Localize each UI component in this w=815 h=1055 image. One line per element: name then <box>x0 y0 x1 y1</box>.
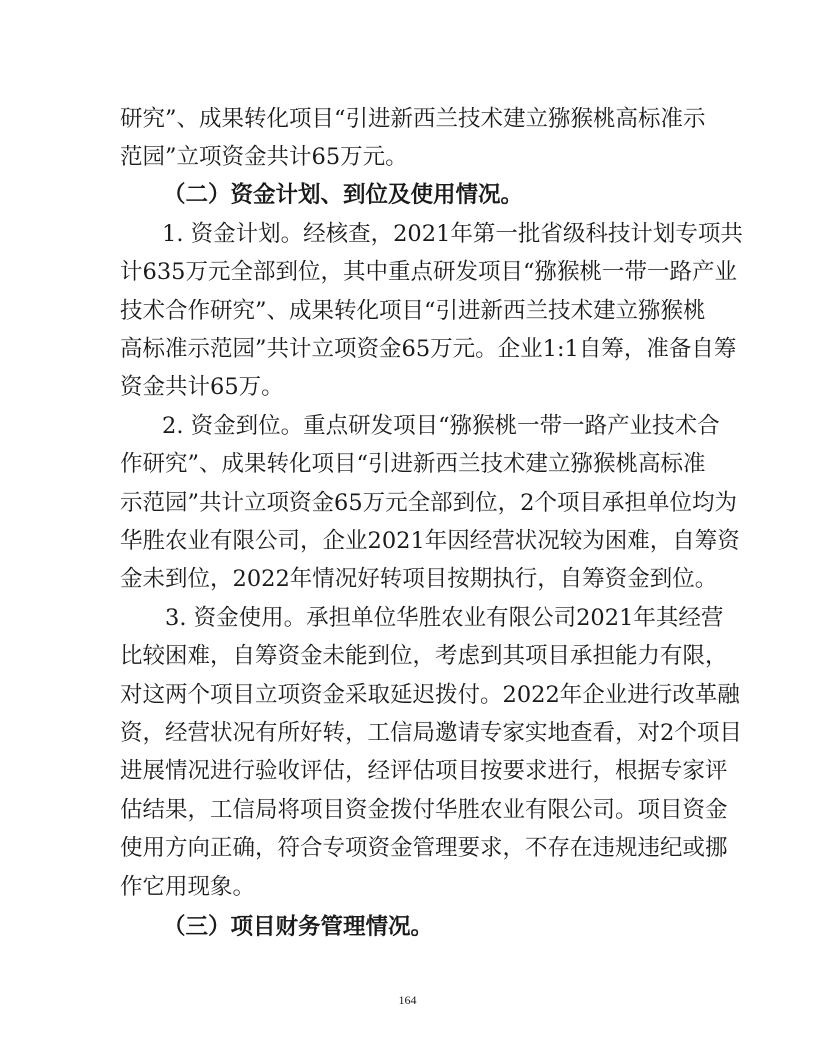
paragraph-line: 作研究”、成果转化项目“引进新西兰技术建立猕猴桃高标准 <box>120 451 706 477</box>
paragraph-line: 金未到位，2022年情况好转项目按期执行，自筹资金到位。 <box>120 566 718 592</box>
paragraph-line: 3. 资金使用。承担单位华胜农业有限公司2021年其经营 <box>165 605 724 631</box>
paragraph-line: 进展情况进行验收评估，经评估项目按要求进行，根据专家评 <box>120 758 728 784</box>
section-heading: （三）项目财务管理情况。 <box>163 914 434 940</box>
paragraph-line: 资，经营状况有所好转，工信局邀请专家实地查看，对2个项目 <box>120 720 742 746</box>
paragraph-line: 华胜农业有限公司，企业2021年因经营状况较为困难，自筹资 <box>120 528 740 554</box>
paragraph-line: 估结果，工信局将项目资金拨付华胜农业有限公司。项目资金 <box>120 797 728 823</box>
page-number: 164 <box>398 993 417 1007</box>
paragraph-line: 技术合作研究”、成果转化项目“引进新西兰技术建立猕猴桃 <box>120 298 706 324</box>
paragraph-line: 1. 资金计划。经核查，2021年第一批省级科技计划专项共 <box>162 221 743 247</box>
paragraph-line: 对这两个项目立项资金采取延迟拨付。2022年企业进行改革融 <box>120 682 740 708</box>
paragraph-line: 示范园”共计立项资金65万元全部到位，2个项目承担单位均为 <box>120 490 737 516</box>
paragraph-line: 资金共计65万。 <box>120 374 284 400</box>
section-heading: （二）资金计划、到位及使用情况。 <box>163 182 524 208</box>
paragraph-line: 作它用现象。 <box>120 874 256 900</box>
paragraph-line: 使用方向正确，符合专项资金管理要求，不存在违规违纪或挪 <box>120 835 728 861</box>
paragraph-line: 比较困难，自筹资金未能到位，考虑到其项目承担能力有限， <box>120 643 728 669</box>
paragraph-line: 范园”立项资金共计65万元。 <box>120 144 408 170</box>
paragraph-line: 高标准示范园”共计立项资金65万元。企业1:1自筹，准备自筹 <box>120 336 737 362</box>
paragraph-line: 2. 资金到位。重点研发项目“猕猴桃一带一路产业技术合 <box>162 413 720 439</box>
paragraph-line: 计635万元全部到位，其中重点研发项目“猕猴桃一带一路产业 <box>120 259 737 285</box>
paragraph-line: 研究”、成果转化项目“引进新西兰技术建立猕猴桃高标准示 <box>120 106 706 132</box>
